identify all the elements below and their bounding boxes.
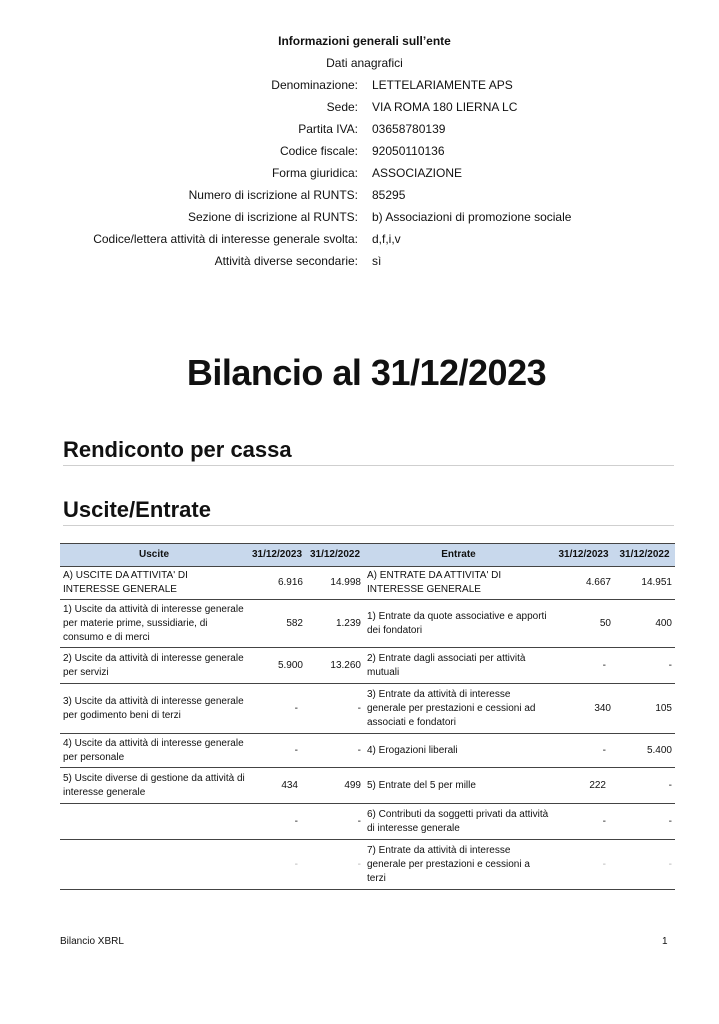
uscite-2022-cell: 1.239 — [306, 600, 364, 648]
entrate-2023-cell: 340 — [553, 684, 614, 734]
info-label: Numero di iscrizione al RUNTS: — [188, 188, 358, 202]
entrate-2023-cell: 222 — [553, 768, 614, 804]
info-label: Denominazione: — [271, 78, 358, 92]
table-row — [60, 734, 675, 768]
header-uscite-2022: 31/12/2022 — [306, 544, 364, 567]
uscite-2023-cell: 434 — [248, 768, 306, 804]
entrate-2023-cell: - — [553, 734, 614, 768]
entrate-2022-cell: - — [614, 840, 675, 890]
uscite-cell — [60, 840, 248, 890]
bilancio-table — [60, 543, 675, 890]
info-list — [0, 78, 719, 276]
info-label: Sede: — [326, 100, 358, 114]
entrate-cell: 3) Entrate da attività di interesse generale per prestazioni e cessioni ad associati e fondatori — [364, 684, 553, 734]
info-row-forma-giuridica — [0, 166, 719, 188]
uscite-2023-cell: - — [248, 840, 306, 890]
info-row-partita-iva — [0, 122, 719, 144]
entrate-2023-cell: - — [553, 840, 614, 890]
entrate-2023-cell: 4.667 — [553, 567, 614, 600]
uscite-cell: 1) Uscite da attività di interesse generale per materie prime, sussidiarie, di consumo e di merci — [60, 600, 248, 648]
header-entrate: Entrate — [364, 544, 553, 567]
entrate-2022-cell: - — [614, 768, 675, 804]
entrate-cell: 1) Entrate da quote associative e apporti dei fondatori — [364, 600, 553, 648]
uscite-2022-cell: - — [306, 684, 364, 734]
table-row — [60, 804, 675, 840]
info-label: Codice/lettera attività di interesse generale svolta: — [93, 232, 358, 246]
uscite-2023-cell: 582 — [248, 600, 306, 648]
info-value: LETTELARIAMENTE APS — [372, 78, 513, 92]
table-row — [60, 648, 675, 684]
info-label: Sezione di iscrizione al RUNTS: — [187, 210, 358, 224]
entrate-cell: 5) Entrate del 5 per mille — [364, 768, 553, 804]
uscite-cell: 3) Uscite da attività di interesse generale per godimento beni di terzi — [60, 684, 248, 734]
uscite-2023-cell: 6.916 — [248, 567, 306, 600]
table-header-row — [60, 544, 675, 567]
info-value: b) Associazioni di promozione sociale — [372, 210, 572, 224]
info-label: Codice fiscale: — [279, 144, 358, 158]
table-row — [60, 768, 675, 804]
entrate-cell: 2) Entrate dagli associati per attività mutuali — [364, 648, 553, 684]
page-number: 1 — [662, 936, 668, 947]
info-value: d,f,i,v — [372, 232, 401, 246]
uscite-2023-cell: 5.900 — [248, 648, 306, 684]
uscite-2022-cell: - — [306, 840, 364, 890]
table-row — [60, 567, 675, 600]
info-value: 03658780139 — [372, 122, 446, 136]
subsection-title: Uscite/Entrate — [63, 497, 674, 526]
uscite-2023-cell: - — [248, 804, 306, 840]
header-uscite-2023: 31/12/2023 — [248, 544, 306, 567]
entrate-2023-cell: - — [553, 804, 614, 840]
entrate-2022-cell: 105 — [614, 684, 675, 734]
entrate-2023-cell: - — [553, 648, 614, 684]
info-value: VIA ROMA 180 LIERNA LC — [372, 100, 518, 114]
page-title: Bilancio al 31/12/2023 — [186, 352, 547, 393]
info-value: 92050110136 — [372, 144, 445, 158]
entrate-2022-cell: 400 — [614, 600, 675, 648]
info-subtitle: Dati anagrafici — [326, 56, 403, 70]
section-title: Rendiconto per cassa — [63, 437, 674, 466]
info-title: Informazioni generali sull’ente — [278, 34, 451, 48]
info-row-codice-attivita — [0, 232, 719, 254]
info-value: 85295 — [372, 188, 406, 202]
info-row-attivita-diverse — [0, 254, 719, 276]
entrate-2022-cell: - — [614, 804, 675, 840]
entrate-cell: 6) Contributi da soggetti privati da attività di interesse generale — [364, 804, 553, 840]
info-row-numero-runts — [0, 188, 719, 210]
info-row-codice-fiscale — [0, 144, 719, 166]
entrate-2022-cell: 14.951 — [614, 567, 675, 600]
info-label: Forma giuridica: — [271, 166, 358, 180]
header-uscite: Uscite — [60, 544, 248, 567]
entrate-cell: 7) Entrate da attività di interesse generale per prestazioni e cessioni a terzi — [364, 840, 553, 890]
uscite-2022-cell: 499 — [306, 768, 364, 804]
uscite-cell: 2) Uscite da attività di interesse generale per servizi — [60, 648, 248, 684]
info-row-sezione-runts — [0, 210, 719, 232]
uscite-2023-cell: - — [248, 734, 306, 768]
header-entrate-2023: 31/12/2023 — [553, 544, 614, 567]
header-entrate-2022: 31/12/2022 — [614, 544, 675, 567]
uscite-cell: 4) Uscite da attività di interesse generale per personale — [60, 734, 248, 768]
info-label: Partita IVA: — [298, 122, 358, 136]
uscite-2022-cell: - — [306, 804, 364, 840]
uscite-cell — [60, 804, 248, 840]
table-row — [60, 600, 675, 648]
entrate-cell: 4) Erogazioni liberali — [364, 734, 553, 768]
uscite-2022-cell: 13.260 — [306, 648, 364, 684]
table-row — [60, 684, 675, 734]
table-row — [60, 840, 675, 890]
info-row-sede — [0, 100, 719, 122]
uscite-2022-cell: - — [306, 734, 364, 768]
entrate-cell: A) ENTRATE DA ATTIVITA' DI INTERESSE GENERALE — [364, 567, 553, 600]
info-label: Attività diverse secondarie: — [214, 254, 358, 268]
uscite-cell: 5) Uscite diverse di gestione da attività di interesse generale — [60, 768, 248, 804]
uscite-2023-cell: - — [248, 684, 306, 734]
info-value: ASSOCIAZIONE — [372, 166, 463, 180]
info-row-denominazione — [0, 78, 719, 100]
footer-label: Bilancio XBRL — [60, 936, 124, 947]
info-value: sì — [372, 254, 382, 268]
uscite-cell: A) USCITE DA ATTIVITA' DI INTERESSE GENERALE — [60, 567, 248, 600]
uscite-2022-cell: 14.998 — [306, 567, 364, 600]
entrate-2022-cell: 5.400 — [614, 734, 675, 768]
entrate-2023-cell: 50 — [553, 600, 614, 648]
entrate-2022-cell: - — [614, 648, 675, 684]
